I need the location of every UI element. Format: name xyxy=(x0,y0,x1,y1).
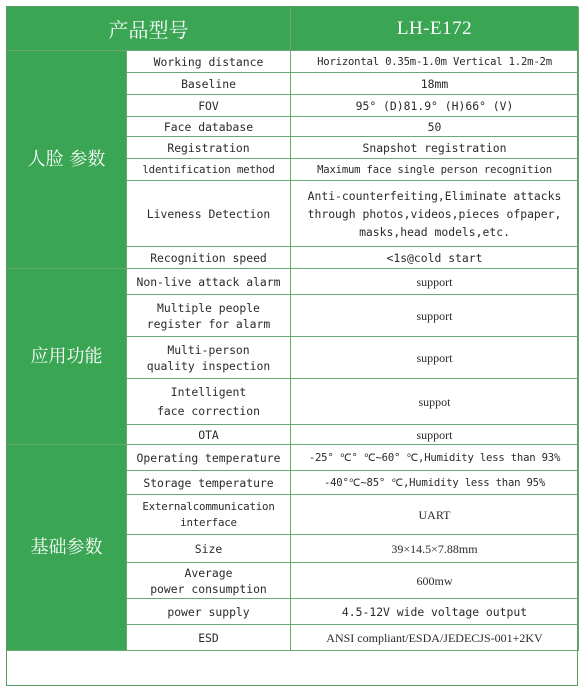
row-value-intelligent-face-correction: suppot xyxy=(291,379,579,425)
row-label-working-distance: Working distance xyxy=(127,51,291,73)
row-label-baseline: Baseline xyxy=(127,73,291,95)
row-label-power-supply: power supply xyxy=(127,599,291,625)
row-value-multi-person-quality: support xyxy=(291,337,579,379)
row-value-multiple-people-register: support xyxy=(291,295,579,337)
row-value-fov: 95° (D)81.9° (H)66° (V) xyxy=(291,95,579,117)
row-value-baseline: 18mm xyxy=(291,73,579,95)
row-label-liveness-detection: Liveness Detection xyxy=(127,181,291,247)
row-value-working-distance: Horizontal 0.35m-1.0m Vertical 1.2m-2m xyxy=(291,51,579,73)
row-label-average-power: Average power consumption xyxy=(127,563,291,599)
row-value-esd: ANSI compliant/ESDA/JEDECJS-001+2KV xyxy=(291,625,579,651)
row-value-operating-temperature: -25° ℃° ℃~60° ℃,Humidity less than 93% xyxy=(291,445,579,471)
row-value-average-power: 600mw xyxy=(291,563,579,599)
row-value-face-database: 50 xyxy=(291,117,579,137)
row-value-size: 39×14.5×7.88mm xyxy=(291,535,579,563)
row-value-recognition-speed: <1s@cold start xyxy=(291,247,579,269)
row-label-intelligent-face-correction: Intelligent face correction xyxy=(127,379,291,425)
row-value-identification-method: Maximum face single person recognition xyxy=(291,159,579,181)
row-value-external-communication: UART xyxy=(291,495,579,535)
row-label-non-live-attack-alarm: Non-live attack alarm xyxy=(127,269,291,295)
header-model-label: 产品型号 xyxy=(7,7,291,51)
row-value-ota: support xyxy=(291,425,579,445)
header-model-value: LH-E172 xyxy=(291,7,579,51)
row-value-liveness-detection: Anti-counterfeiting,Eliminate attacks through photos,videos,pieces ofpaper, masks,head models,etc. xyxy=(291,181,579,247)
row-label-operating-temperature: Operating temperature xyxy=(127,445,291,471)
row-label-registration: Registration xyxy=(127,137,291,159)
row-label-multiple-people-register: Multiple people register for alarm xyxy=(127,295,291,337)
row-value-non-live-attack-alarm: support xyxy=(291,269,579,295)
row-label-storage-temperature: Storage temperature xyxy=(127,471,291,495)
row-label-multi-person-quality: Multi-person quality inspection xyxy=(127,337,291,379)
row-label-fov: FOV xyxy=(127,95,291,117)
row-label-recognition-speed: Recognition speed xyxy=(127,247,291,269)
row-label-size: Size xyxy=(127,535,291,563)
row-label-face-database: Face database xyxy=(127,117,291,137)
group-face-parameters: 人脸 参数 xyxy=(7,51,127,269)
row-label-identification-method: ldentification method xyxy=(127,159,291,181)
group-application-functions: 应用功能 xyxy=(7,269,127,445)
row-value-storage-temperature: -40°℃~85° ℃,Humidity less than 95% xyxy=(291,471,579,495)
row-label-ota: OTA xyxy=(127,425,291,445)
spec-table xyxy=(6,6,578,686)
row-value-power-supply: 4.5-12V wide voltage output xyxy=(291,599,579,625)
row-label-esd: ESD xyxy=(127,625,291,651)
row-value-registration: Snapshot registration xyxy=(291,137,579,159)
row-label-external-communication: Externalcommunication interface xyxy=(127,495,291,535)
group-basic-parameters: 基础参数 xyxy=(7,445,127,651)
